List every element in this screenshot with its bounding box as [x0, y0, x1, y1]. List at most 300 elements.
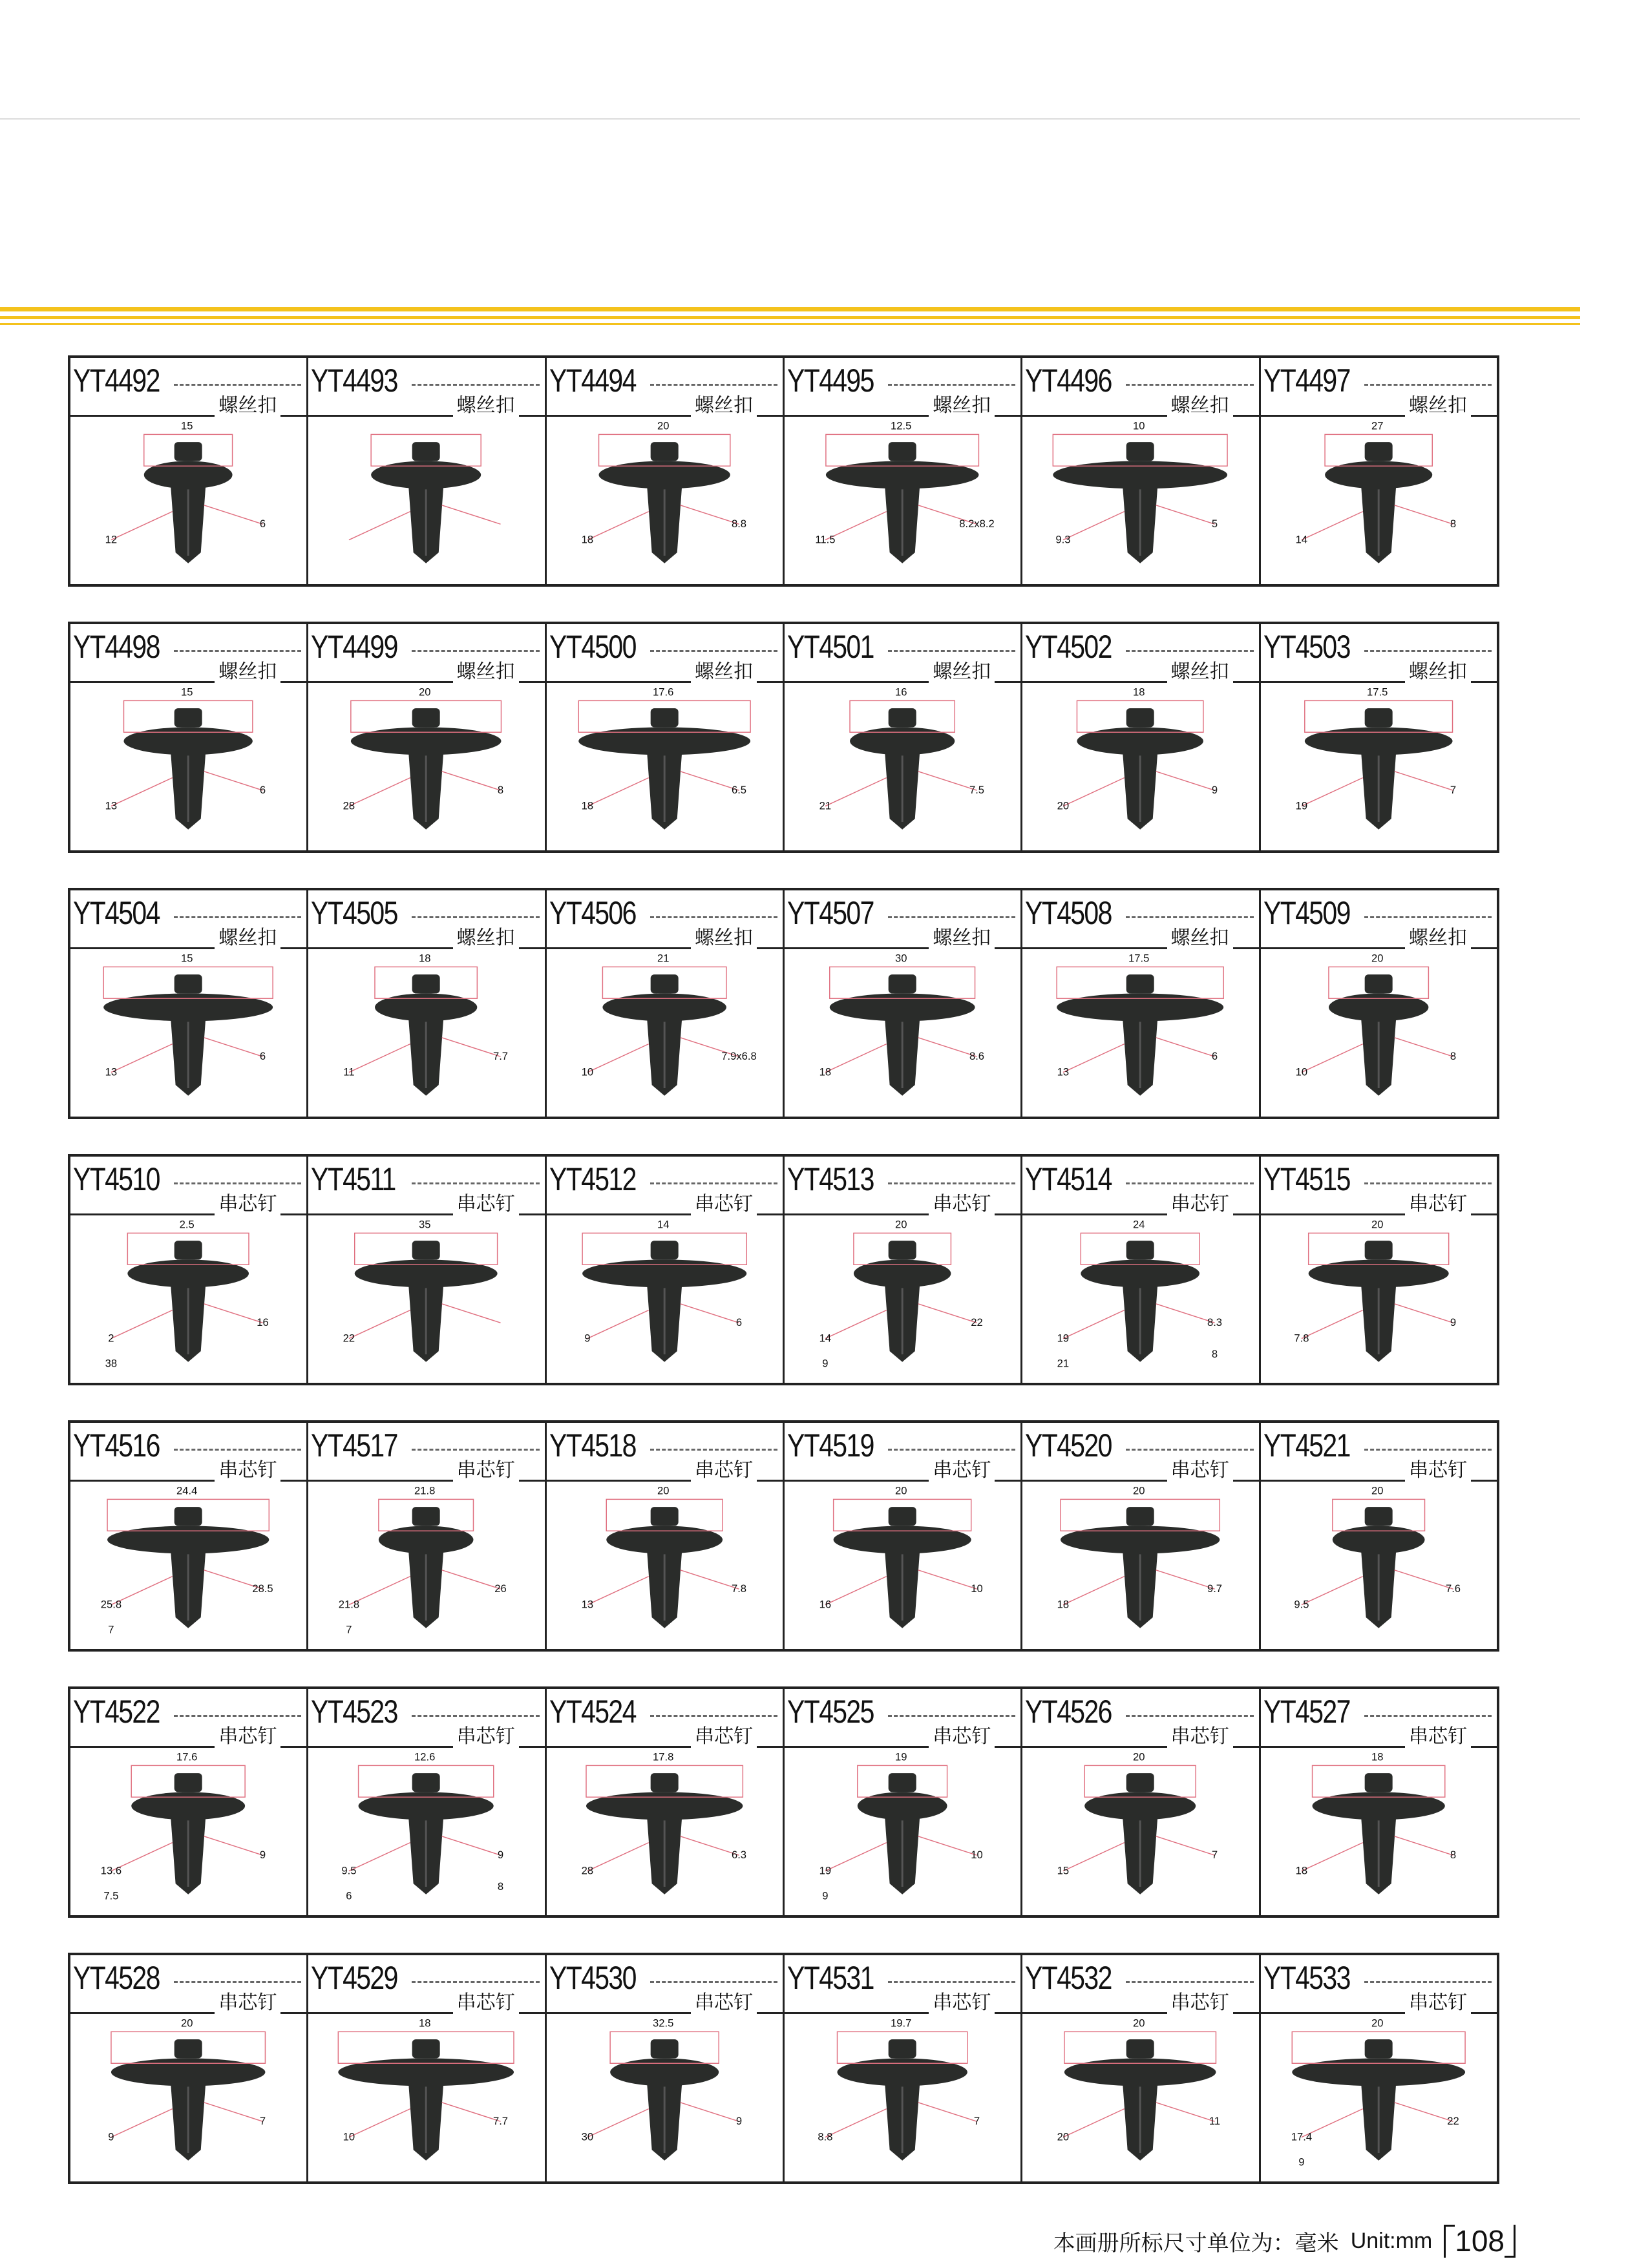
- dimension-leader: [349, 2109, 410, 2137]
- clip-head-screw: [1126, 2039, 1154, 2058]
- dimension-leader: [1156, 1304, 1215, 1323]
- header-dashed-line: [1126, 1182, 1253, 1184]
- product-code: YT4522: [73, 1694, 160, 1730]
- product-type: 螺丝扣: [691, 389, 757, 417]
- clip-illustration: [70, 683, 306, 850]
- dimension-label: 18: [1295, 1864, 1307, 1877]
- dimension-leader: [1394, 1836, 1453, 1855]
- product-code: YT4509: [1263, 895, 1350, 931]
- product-header: [1261, 890, 1497, 949]
- dimension-leader: [918, 1570, 977, 1589]
- product-type: 串芯钉: [215, 1188, 280, 1216]
- header-dashed-line: [888, 1182, 1015, 1184]
- dimension-leader: [349, 1843, 410, 1871]
- product-header: [547, 624, 783, 683]
- clip-illustration: [547, 683, 783, 850]
- product-code: YT4520: [1025, 1427, 1112, 1464]
- dimension-label: 17.6: [176, 1750, 198, 1763]
- dimension-label: 7.7: [493, 1050, 509, 1063]
- product-header: [1022, 1423, 1258, 1482]
- product-type: 螺丝扣: [929, 655, 995, 684]
- product-photo: [547, 417, 783, 584]
- product-header: [308, 890, 544, 949]
- bracket-right: [1505, 2225, 1516, 2258]
- dimension-label: 12.6: [414, 1750, 436, 1763]
- dimension-leader: [442, 1038, 501, 1056]
- product-photo: [308, 417, 544, 584]
- dimension-label: 15: [1057, 1864, 1070, 1877]
- clip-illustration: [308, 1748, 544, 1915]
- dimension-leader: [825, 778, 887, 806]
- dimension-label: 6.5: [731, 784, 746, 797]
- product-photo: [547, 949, 783, 1117]
- clip-illustration: [1022, 2014, 1258, 2181]
- product-type: 螺丝扣: [929, 389, 995, 417]
- header-dashed-line: [650, 1715, 777, 1717]
- header-dashed-line: [412, 650, 539, 652]
- clip-head-screw: [174, 974, 202, 993]
- product-photo: [1261, 1215, 1497, 1383]
- product-header: [547, 1157, 783, 1215]
- dimension-label: 28: [343, 799, 355, 812]
- dimension-leader: [918, 1836, 977, 1855]
- product-cell: [1259, 890, 1497, 1117]
- dimension-label: 18: [581, 799, 593, 812]
- product-type: 螺丝扣: [453, 921, 519, 950]
- product-code: YT4502: [1025, 629, 1112, 665]
- dimension-label: 7.5: [103, 1889, 119, 1902]
- dimension-label: 9: [259, 1849, 266, 1862]
- clip-illustration: [308, 417, 544, 584]
- product-cell: [1020, 1423, 1258, 1649]
- dimension-label: 6: [735, 1316, 742, 1329]
- clip-head-screw: [1364, 1773, 1392, 1792]
- product-header: [308, 1689, 544, 1748]
- header-dashed-line: [1364, 1715, 1492, 1717]
- product-code: YT4532: [1025, 1960, 1112, 1996]
- clip-illustration: [785, 2014, 1020, 2181]
- product-type: 串芯钉: [691, 1454, 757, 1482]
- product-photo: [547, 2014, 783, 2181]
- dimension-label: 2.5: [179, 1218, 195, 1231]
- clip-head-screw: [889, 1507, 916, 1526]
- header-dashed-line: [1364, 916, 1492, 918]
- dimension-label: 9: [1298, 2156, 1305, 2168]
- clip-illustration: [70, 1482, 306, 1649]
- dimension-label: 7: [259, 2115, 266, 2128]
- dimension-label: 20: [1371, 1484, 1384, 1497]
- product-code: YT4521: [1263, 1427, 1350, 1464]
- dimension-label: 7: [1212, 1849, 1218, 1862]
- clip-head-screw: [174, 1241, 202, 1259]
- dimension-label: 16: [819, 1598, 832, 1611]
- dimension-leader: [1156, 1038, 1215, 1056]
- clip-head-screw: [1126, 974, 1154, 993]
- dimension-label: 9.7: [1207, 1582, 1223, 1595]
- dimension-leader: [587, 1843, 649, 1871]
- product-header: [308, 1955, 544, 2014]
- product-cell: [1259, 624, 1497, 850]
- product-header: [308, 358, 544, 417]
- product-header: [785, 624, 1020, 683]
- dimension-label: 20: [1371, 1218, 1384, 1231]
- product-code: YT4516: [73, 1427, 160, 1464]
- clip-illustration: [1022, 1748, 1258, 1915]
- dimension-label: 9: [1450, 1316, 1456, 1329]
- dimension-leader: [918, 1304, 977, 1323]
- product-cell: [1020, 624, 1258, 850]
- product-code: YT4496: [1025, 362, 1112, 399]
- product-type: 串芯钉: [1167, 1720, 1233, 1748]
- dimension-label: 20: [180, 2017, 193, 2030]
- dimension-label: 15: [180, 952, 193, 965]
- clip-head-screw: [650, 1507, 678, 1526]
- dimension-label: 25.8: [100, 1598, 122, 1611]
- clip-head-screw: [1364, 974, 1392, 993]
- dimension-label: 21.8: [339, 1598, 360, 1611]
- product-code: YT4523: [311, 1694, 398, 1730]
- dimension-label: 38: [105, 1357, 118, 1370]
- dimension-leader: [442, 772, 501, 790]
- product-cell: [70, 1157, 306, 1383]
- dimension-label: 18: [419, 952, 431, 965]
- product-cell: [306, 1423, 544, 1649]
- product-cell: [70, 1955, 306, 2181]
- product-header: [547, 1423, 783, 1482]
- product-header: [785, 1689, 1020, 1748]
- product-cell: [70, 890, 306, 1117]
- dimension-label: 7: [973, 2115, 980, 2128]
- product-type: 螺丝扣: [1405, 921, 1471, 950]
- product-header: [308, 624, 544, 683]
- product-type: 串芯钉: [929, 1720, 995, 1748]
- product-type: 串芯钉: [215, 1454, 280, 1482]
- product-type: 串芯钉: [1405, 1720, 1471, 1748]
- product-code: YT4493: [311, 362, 398, 399]
- product-type: 串芯钉: [1405, 1986, 1471, 2015]
- product-header: [1022, 890, 1258, 949]
- product-cell: [783, 890, 1020, 1117]
- dimension-leader: [587, 1044, 649, 1073]
- product-code: YT4510: [73, 1161, 160, 1197]
- dimension-label: 18: [581, 533, 593, 546]
- dimension-label: 10: [971, 1582, 983, 1595]
- dimension-label: 8.8: [731, 518, 746, 530]
- dimension-label: 28: [581, 1864, 593, 1877]
- product-photo: [785, 1215, 1020, 1383]
- product-header: [547, 358, 783, 417]
- product-cell: [1020, 1955, 1258, 2181]
- clip-head-screw: [412, 1507, 440, 1526]
- dimension-label: 8: [1212, 1347, 1218, 1360]
- product-photo: [785, 2014, 1020, 2181]
- dimension-label: 7.8: [1294, 1332, 1309, 1345]
- product-photo: [1022, 1748, 1258, 1915]
- product-cell: [70, 1689, 306, 1915]
- clip-illustration: [308, 1482, 544, 1649]
- dimension-label: 32.5: [652, 2017, 674, 2030]
- product-header: [1261, 358, 1497, 417]
- dimension-leader: [680, 2103, 739, 2121]
- header-dashed-line: [174, 916, 301, 918]
- clip-head-screw: [412, 442, 440, 461]
- dimension-leader: [680, 1570, 739, 1589]
- dimension-leader: [349, 778, 410, 806]
- product-type: 螺丝扣: [691, 921, 757, 950]
- product-cell: [70, 624, 306, 850]
- product-cell: [306, 1157, 544, 1383]
- product-code: YT4501: [787, 629, 874, 665]
- dimension-leader: [111, 1044, 173, 1073]
- dimension-label: 18: [819, 1066, 832, 1078]
- dimension-leader: [204, 1304, 263, 1323]
- bracket-left: [1444, 2225, 1455, 2258]
- dimension-leader: [1063, 1310, 1125, 1339]
- product-code: YT4494: [549, 362, 636, 399]
- clip-head-screw: [1126, 1507, 1154, 1526]
- header-dashed-line: [412, 1449, 539, 1451]
- clip-illustration: [1261, 1482, 1497, 1649]
- dimension-leader: [1156, 505, 1215, 524]
- dimension-leader: [1302, 1310, 1363, 1339]
- clip-head-screw: [889, 708, 916, 727]
- clip-illustration: [785, 417, 1020, 584]
- dimension-label: 9: [735, 2115, 742, 2128]
- clip-head-screw: [1126, 1773, 1154, 1792]
- dimension-leader: [204, 772, 263, 790]
- product-cell: [1259, 1955, 1497, 2181]
- product-type: 串芯钉: [453, 1720, 519, 1748]
- dimension-label: 5: [1212, 518, 1218, 530]
- product-code: YT4517: [311, 1427, 398, 1464]
- header-dashed-line: [888, 650, 1015, 652]
- header-dashed-line: [650, 1449, 777, 1451]
- dimension-label: 10: [581, 1066, 593, 1078]
- clip-illustration: [308, 1215, 544, 1383]
- dimension-label: 19: [894, 1750, 907, 1763]
- product-cell: [545, 1689, 783, 1915]
- header-dashed-line: [650, 916, 777, 918]
- dimension-label: 20: [1057, 799, 1070, 812]
- dimension-label: 21: [657, 952, 670, 965]
- product-cell: [306, 890, 544, 1117]
- dimension-label: 19.7: [891, 2017, 912, 2030]
- product-code: YT4512: [549, 1161, 636, 1197]
- product-photo: [785, 683, 1020, 850]
- product-header: [547, 1955, 783, 2014]
- dimension-label: 10: [343, 2130, 355, 2143]
- dimension-label: 28.5: [252, 1582, 273, 1595]
- header-dashed-line: [650, 650, 777, 652]
- dimension-leader: [1394, 1570, 1453, 1589]
- dimension-label: 22: [1446, 2115, 1459, 2128]
- dimension-label: 20: [1371, 2017, 1384, 2030]
- clip-illustration: [547, 417, 783, 584]
- dimension-leader: [680, 772, 739, 790]
- product-type: 串芯钉: [453, 1454, 519, 1482]
- product-header: [1261, 624, 1497, 683]
- clip-head-screw: [889, 974, 916, 993]
- dimension-leader: [1063, 1044, 1125, 1073]
- dimension-label: 6: [346, 1889, 352, 1902]
- product-type: 螺丝扣: [1167, 655, 1233, 684]
- product-type: 串芯钉: [929, 1986, 995, 2015]
- clip-head-screw: [1364, 708, 1392, 727]
- product-code: YT4492: [73, 362, 160, 399]
- product-photo: [1261, 417, 1497, 584]
- dimension-label: 8: [1450, 1849, 1456, 1862]
- dimension-label: 19: [1295, 799, 1307, 812]
- product-header: [70, 1157, 306, 1215]
- product-cell: [545, 1955, 783, 2181]
- dimension-label: 13: [105, 799, 118, 812]
- clip-illustration: [70, 1215, 306, 1383]
- dimension-leader: [442, 1304, 501, 1323]
- clip-head-screw: [650, 974, 678, 993]
- header-dashed-line: [888, 1449, 1015, 1451]
- dimension-label: 9: [1212, 784, 1218, 797]
- product-type: 串芯钉: [1405, 1188, 1471, 1216]
- product-cell: [1020, 358, 1258, 584]
- product-type: 螺丝扣: [453, 655, 519, 684]
- product-photo: [1022, 1482, 1258, 1649]
- clip-head-screw: [1126, 708, 1154, 727]
- clip-head-screw: [650, 708, 678, 727]
- product-type: 串芯钉: [691, 1188, 757, 1216]
- product-photo: [70, 417, 306, 584]
- product-header: [308, 1157, 544, 1215]
- page-number: 108: [1455, 2224, 1505, 2258]
- dimension-leader: [111, 2109, 173, 2137]
- product-cell: [545, 1423, 783, 1649]
- clip-illustration: [1022, 949, 1258, 1117]
- product-type: 串芯钉: [691, 1720, 757, 1748]
- clip-head-screw: [412, 1773, 440, 1792]
- product-type: 螺丝扣: [1405, 655, 1471, 684]
- dimension-leader: [1302, 1843, 1363, 1871]
- product-photo: [1022, 949, 1258, 1117]
- product-code: YT4507: [787, 895, 874, 931]
- dimension-label: 19: [1057, 1332, 1070, 1345]
- product-type: 螺丝扣: [1167, 389, 1233, 417]
- clip-illustration: [785, 1482, 1020, 1649]
- dimension-label: 14: [819, 1332, 832, 1345]
- dimension-label: 15: [180, 686, 193, 698]
- dimension-leader: [1063, 512, 1125, 540]
- dimension-label: 9: [822, 1889, 829, 1902]
- product-code: YT4497: [1263, 362, 1350, 399]
- header-dashed-line: [174, 384, 301, 386]
- dimension-label: 35: [419, 1218, 431, 1231]
- product-type: 螺丝扣: [929, 921, 995, 950]
- dimension-label: 13.6: [100, 1864, 122, 1877]
- header-dashed-line: [1364, 650, 1492, 652]
- product-cell: [545, 1157, 783, 1383]
- product-photo: [785, 417, 1020, 584]
- dimension-label: 24: [1133, 1218, 1145, 1231]
- product-code: YT4515: [1263, 1161, 1350, 1197]
- clip-illustration: [1022, 417, 1258, 584]
- dimension-label: 17.6: [652, 686, 674, 698]
- dimension-label: 7: [108, 1623, 114, 1636]
- product-row: [68, 1953, 1499, 2184]
- product-cell: [1259, 358, 1497, 584]
- product-type: 螺丝扣: [215, 655, 280, 684]
- product-header: [1022, 1689, 1258, 1748]
- header-dashed-line: [412, 1981, 539, 1983]
- product-header: [1022, 358, 1258, 417]
- product-header: [70, 1423, 306, 1482]
- product-type: 串芯钉: [215, 1986, 280, 2015]
- clip-illustration: [785, 1748, 1020, 1915]
- dimension-label: 16: [894, 686, 907, 698]
- header-dashed-line: [174, 1715, 301, 1717]
- clip-head-screw: [1126, 1241, 1154, 1259]
- product-code: YT4514: [1025, 1161, 1112, 1197]
- dimension-label: 6: [259, 784, 266, 797]
- product-cell: [1259, 1157, 1497, 1383]
- dimension-leader: [442, 2103, 501, 2121]
- dimension-label: 21: [819, 799, 832, 812]
- dimension-label: 12: [105, 533, 118, 546]
- product-photo: [1022, 2014, 1258, 2181]
- dimension-label: 8: [1450, 1050, 1456, 1063]
- dimension-leader: [349, 1310, 410, 1339]
- dimension-label: 13: [1057, 1066, 1070, 1078]
- header-dashed-line: [650, 384, 777, 386]
- product-photo: [785, 1482, 1020, 1649]
- product-cell: [783, 624, 1020, 850]
- product-header: [70, 890, 306, 949]
- product-code: YT4527: [1263, 1694, 1350, 1730]
- clip-head-screw: [650, 1773, 678, 1792]
- dimension-label: 13: [581, 1598, 593, 1611]
- clip-head-screw: [1364, 1507, 1392, 1526]
- product-code: YT4524: [549, 1694, 636, 1730]
- dimension-leader: [1302, 1577, 1363, 1605]
- product-code: YT4518: [549, 1427, 636, 1464]
- product-code: YT4526: [1025, 1694, 1112, 1730]
- clip-illustration: [308, 683, 544, 850]
- dimension-leader: [587, 512, 649, 540]
- dimension-label: 18: [1133, 686, 1145, 698]
- header-dashed-line: [1126, 916, 1253, 918]
- product-header: [1022, 1955, 1258, 2014]
- dimension-label: 10: [1295, 1066, 1307, 1078]
- product-photo: [308, 1215, 544, 1383]
- dimension-leader: [918, 1038, 977, 1056]
- dimension-label: 6: [259, 518, 266, 530]
- dimension-label: 21.8: [414, 1484, 436, 1497]
- product-grid: [68, 355, 1499, 2219]
- yellow-stripe: [0, 323, 1580, 325]
- product-cell: [306, 358, 544, 584]
- clip-head-screw: [174, 2039, 202, 2058]
- dimension-label: 2: [108, 1332, 114, 1345]
- clip-head-screw: [1364, 2039, 1392, 2058]
- dimension-leader: [587, 1577, 649, 1605]
- dimension-leader: [587, 1310, 649, 1339]
- clip-illustration: [1261, 2014, 1497, 2181]
- header-dashed-line: [650, 1981, 777, 1983]
- clip-illustration: [1261, 949, 1497, 1117]
- product-cell: [1259, 1689, 1497, 1915]
- clip-illustration: [547, 1748, 783, 1915]
- dimension-label: 7.9x6.8: [721, 1050, 757, 1063]
- dimension-leader: [1156, 1836, 1215, 1855]
- dimension-label: 13: [105, 1066, 118, 1078]
- dimension-label: 7: [1450, 784, 1456, 797]
